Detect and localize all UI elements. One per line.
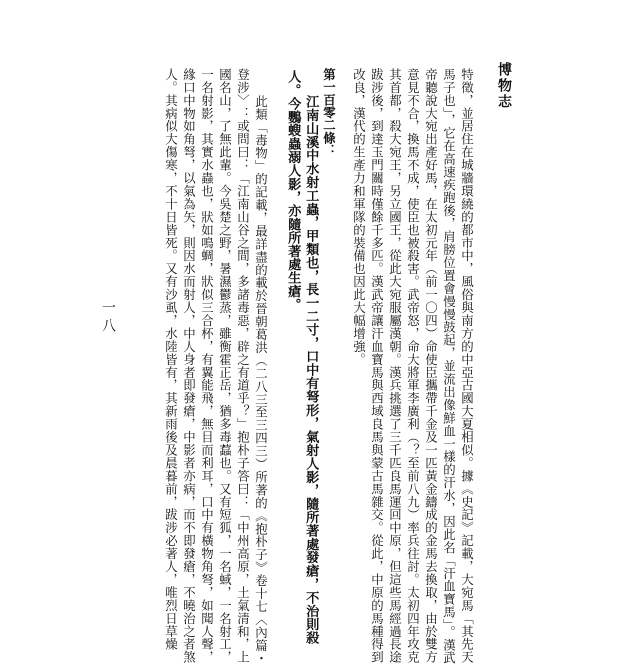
commentary-column: 此類「毒物」的記載，最詳盡的載於晉朝葛洪（二八三至三四三）所著的《抱朴子》卷十七〈內篇・ (253, 95, 269, 665)
commentary-column: 帝聽說大宛出產好馬，在太初元年（前一〇四）命使臣攜帶千金及一匹黃金鑄成的金馬去換取，由於雙方 (423, 68, 439, 664)
commentary-column: 國名山，了無此輩。今吳楚之野，暑濕鬱蒸，雖衡霍正岳，猶多毒蠚也。又有短狐，一名蜮，一名射工， (217, 68, 233, 664)
page-number: 一八 (100, 300, 116, 336)
commentary-column: 緣口中物如角弩，以氣為矢，則因水而射人，中人身者即發瘡，中影者亦病，而不即發瘡，不曉治之者煞 (181, 68, 197, 664)
commentary-column: 登涉〉：或問曰：「江南山谷之間，多諸毒惡，辟之有道乎？」抱朴子答曰：「中州高原，土氣清和，上 (235, 68, 251, 664)
commentary-column: 馬子也」，它在高速疾跑後，肩膀位置會慢慢鼓起，並流出像鮮血一樣的汗水，因此名「汗血寶馬」。漢武 (441, 68, 457, 665)
entry-label: 第一百零二條： (321, 68, 337, 157)
commentary-column: 人。其病似大傷寒，不十日皆死。又有沙虱，水陸皆有，其新雨後及晨暮前，跋涉必著人，唯烈日草燥 (163, 68, 179, 651)
commentary-column: 特徵，並居住在城牆環繞的都市中，風俗與南方的中亞古國大夏相似。據《史記》記載，大宛馬「其先天 (459, 68, 475, 664)
entry-text-column: 人。今鸚螋蟲溺人影，亦隨所著處生瘡。 (285, 70, 301, 312)
commentary-column: 其首都，殺大宛王，另立國王，從此大宛服屬漢朝。漢兵挑選了三千匹良馬運回中原，但這些馬經過長途 (387, 68, 403, 664)
entry-text-column: 江南山溪中水射工蟲，甲類也，長一二寸，口中有弩形，氣射人影，隨所著處發瘡，不治則殺 (303, 95, 319, 645)
commentary-column: 一名射影，其實水蟲也，狀如鳴蜩，狀似三合杯，有翼能飛，無目而利耳，口中有橫物角弩，如聞人聲， (199, 68, 215, 664)
running-header: 博物志 (496, 62, 512, 110)
commentary-column: 跋涉後，到達玉門關時僅餘千多匹。漢武帝讓汗血寶馬與西域良馬與蒙古馬雜交。從此，中原的馬種得到 (369, 68, 385, 664)
commentary-column: 意見不合，換馬不成，使臣也被殺害。武帝怒，命大將軍李廣利（？至前八九）率兵往討。太初四年攻克 (405, 68, 421, 664)
commentary-column: 改良，漢代的生產力和軍隊的裝備也因此大幅增強。 (351, 68, 367, 366)
